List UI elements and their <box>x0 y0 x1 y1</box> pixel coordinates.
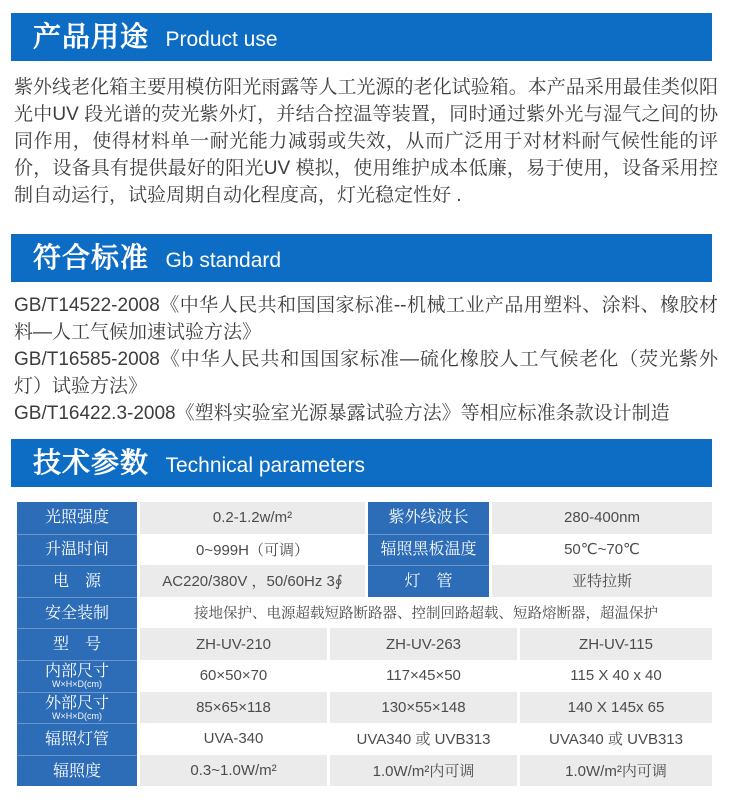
row-label: 辐照黑板温度 <box>368 534 489 566</box>
row-value: UVA340 或 UVB313 <box>520 723 712 755</box>
row-label: 紫外线波长 <box>368 502 489 534</box>
standard-item: GB/T16422.3-2008《塑料实验室光源暴露试验方法》等相应标准条款设计制造 <box>14 403 670 424</box>
section-title-zh: 产品用途 <box>33 21 150 52</box>
row-label: 辐照灯管 <box>17 723 137 755</box>
section-title-en: Product use <box>165 28 278 51</box>
row-label-main: 内部尺寸 <box>44 663 109 681</box>
row-label: 辐照度 <box>17 755 137 787</box>
section-title-zh: 符合标准 <box>33 242 150 273</box>
row-value: 60×50×70 <box>140 660 327 692</box>
technical-parameters-table <box>17 502 712 786</box>
row-value: 0~999H（可调） <box>140 534 365 566</box>
table-row <box>17 565 712 597</box>
row-value: 130×55×148 <box>330 692 517 724</box>
row-value: 1.0W/m²内可调 <box>330 755 517 787</box>
table-row <box>17 502 712 534</box>
row-value: 280-400nm <box>492 502 712 534</box>
standards-list <box>14 292 718 427</box>
table-row-safety <box>17 597 712 629</box>
row-value: 85×65×118 <box>140 692 327 724</box>
section-header-technical-parameters <box>11 439 712 487</box>
row-value: 接地保护、电源超载短路断路器、控制回路超载、短路熔断器，超温保护 <box>140 597 712 629</box>
table-row <box>17 628 712 660</box>
row-value: UVA-340 <box>140 723 327 755</box>
row-label-sub: W×H×D(cm) <box>52 679 102 690</box>
section-title-zh: 技术参数 <box>33 447 150 478</box>
row-value: UVA340 或 UVB313 <box>330 723 517 755</box>
table-row <box>17 534 712 566</box>
table-row <box>17 723 712 755</box>
row-value: 0.3~1.0W/m² <box>140 755 327 787</box>
row-label: 灯 管 <box>368 565 489 597</box>
section-header-product-use <box>11 13 712 61</box>
section-title-en: Gb standard <box>165 249 282 272</box>
section-title-en: Technical parameters <box>165 454 366 477</box>
table-row <box>17 755 712 787</box>
row-value: ZH-UV-115 <box>520 628 712 660</box>
product-use-description: 紫外线老化箱主要用模仿阳光雨露等人工光源的老化试验箱。本产品采用最佳类似阳光中UV 段光谱的荧光紫外灯，并结合控温等装置，同时通过紫外光与湿气之间的协同作用，使得材料单一耐光能力减弱或失效，从而广泛用于对材料耐气候性能的评价，设备具有提供最好的阳光UV 模拟，使用维护成本低廉，易于使用，设备采用控制自动运行，试验周期自动化程度高，灯光稳定性好 . <box>14 77 718 206</box>
row-value: 117×45×50 <box>330 660 517 692</box>
section-header-gb-standard <box>11 234 712 282</box>
row-label: 型 号 <box>17 628 137 660</box>
row-value: 50℃~70℃ <box>492 534 712 566</box>
row-label-sub: W×H×D(cm) <box>52 710 102 721</box>
table-row <box>17 660 712 692</box>
row-label <box>17 692 137 724</box>
row-value: 1.0W/m²内可调 <box>520 755 712 787</box>
row-value: 140 X 145x 65 <box>520 692 712 724</box>
row-value: 亚特拉斯 <box>492 565 712 597</box>
row-value: 0.2-1.2w/m² <box>140 502 365 534</box>
product-spec-page <box>0 13 730 810</box>
standard-item: GB/T14522-2008《中华人民共和国国家标准--机械工业产品用塑料、涂料、橡胶材料—人工气候加速试验方法》 <box>14 295 718 343</box>
row-value: 115 X 40 x 40 <box>520 660 712 692</box>
row-value: AC220/380V ，50/60Hz 3∮ <box>140 565 365 597</box>
standard-item: GB/T16585-2008《中华人民共和国国家标准—硫化橡胶人工气候老化（荧光紫外灯）试验方法》 <box>14 349 718 397</box>
row-label: 升温时间 <box>17 534 137 566</box>
row-label: 安全装制 <box>17 597 137 629</box>
row-value: ZH-UV-210 <box>140 628 327 660</box>
row-label: 电 源 <box>17 565 137 597</box>
row-label: 光照强度 <box>17 502 137 534</box>
row-label <box>17 660 137 692</box>
row-label-main: 外部尺寸 <box>44 694 109 712</box>
table-row <box>17 692 712 724</box>
row-value: ZH-UV-263 <box>330 628 517 660</box>
